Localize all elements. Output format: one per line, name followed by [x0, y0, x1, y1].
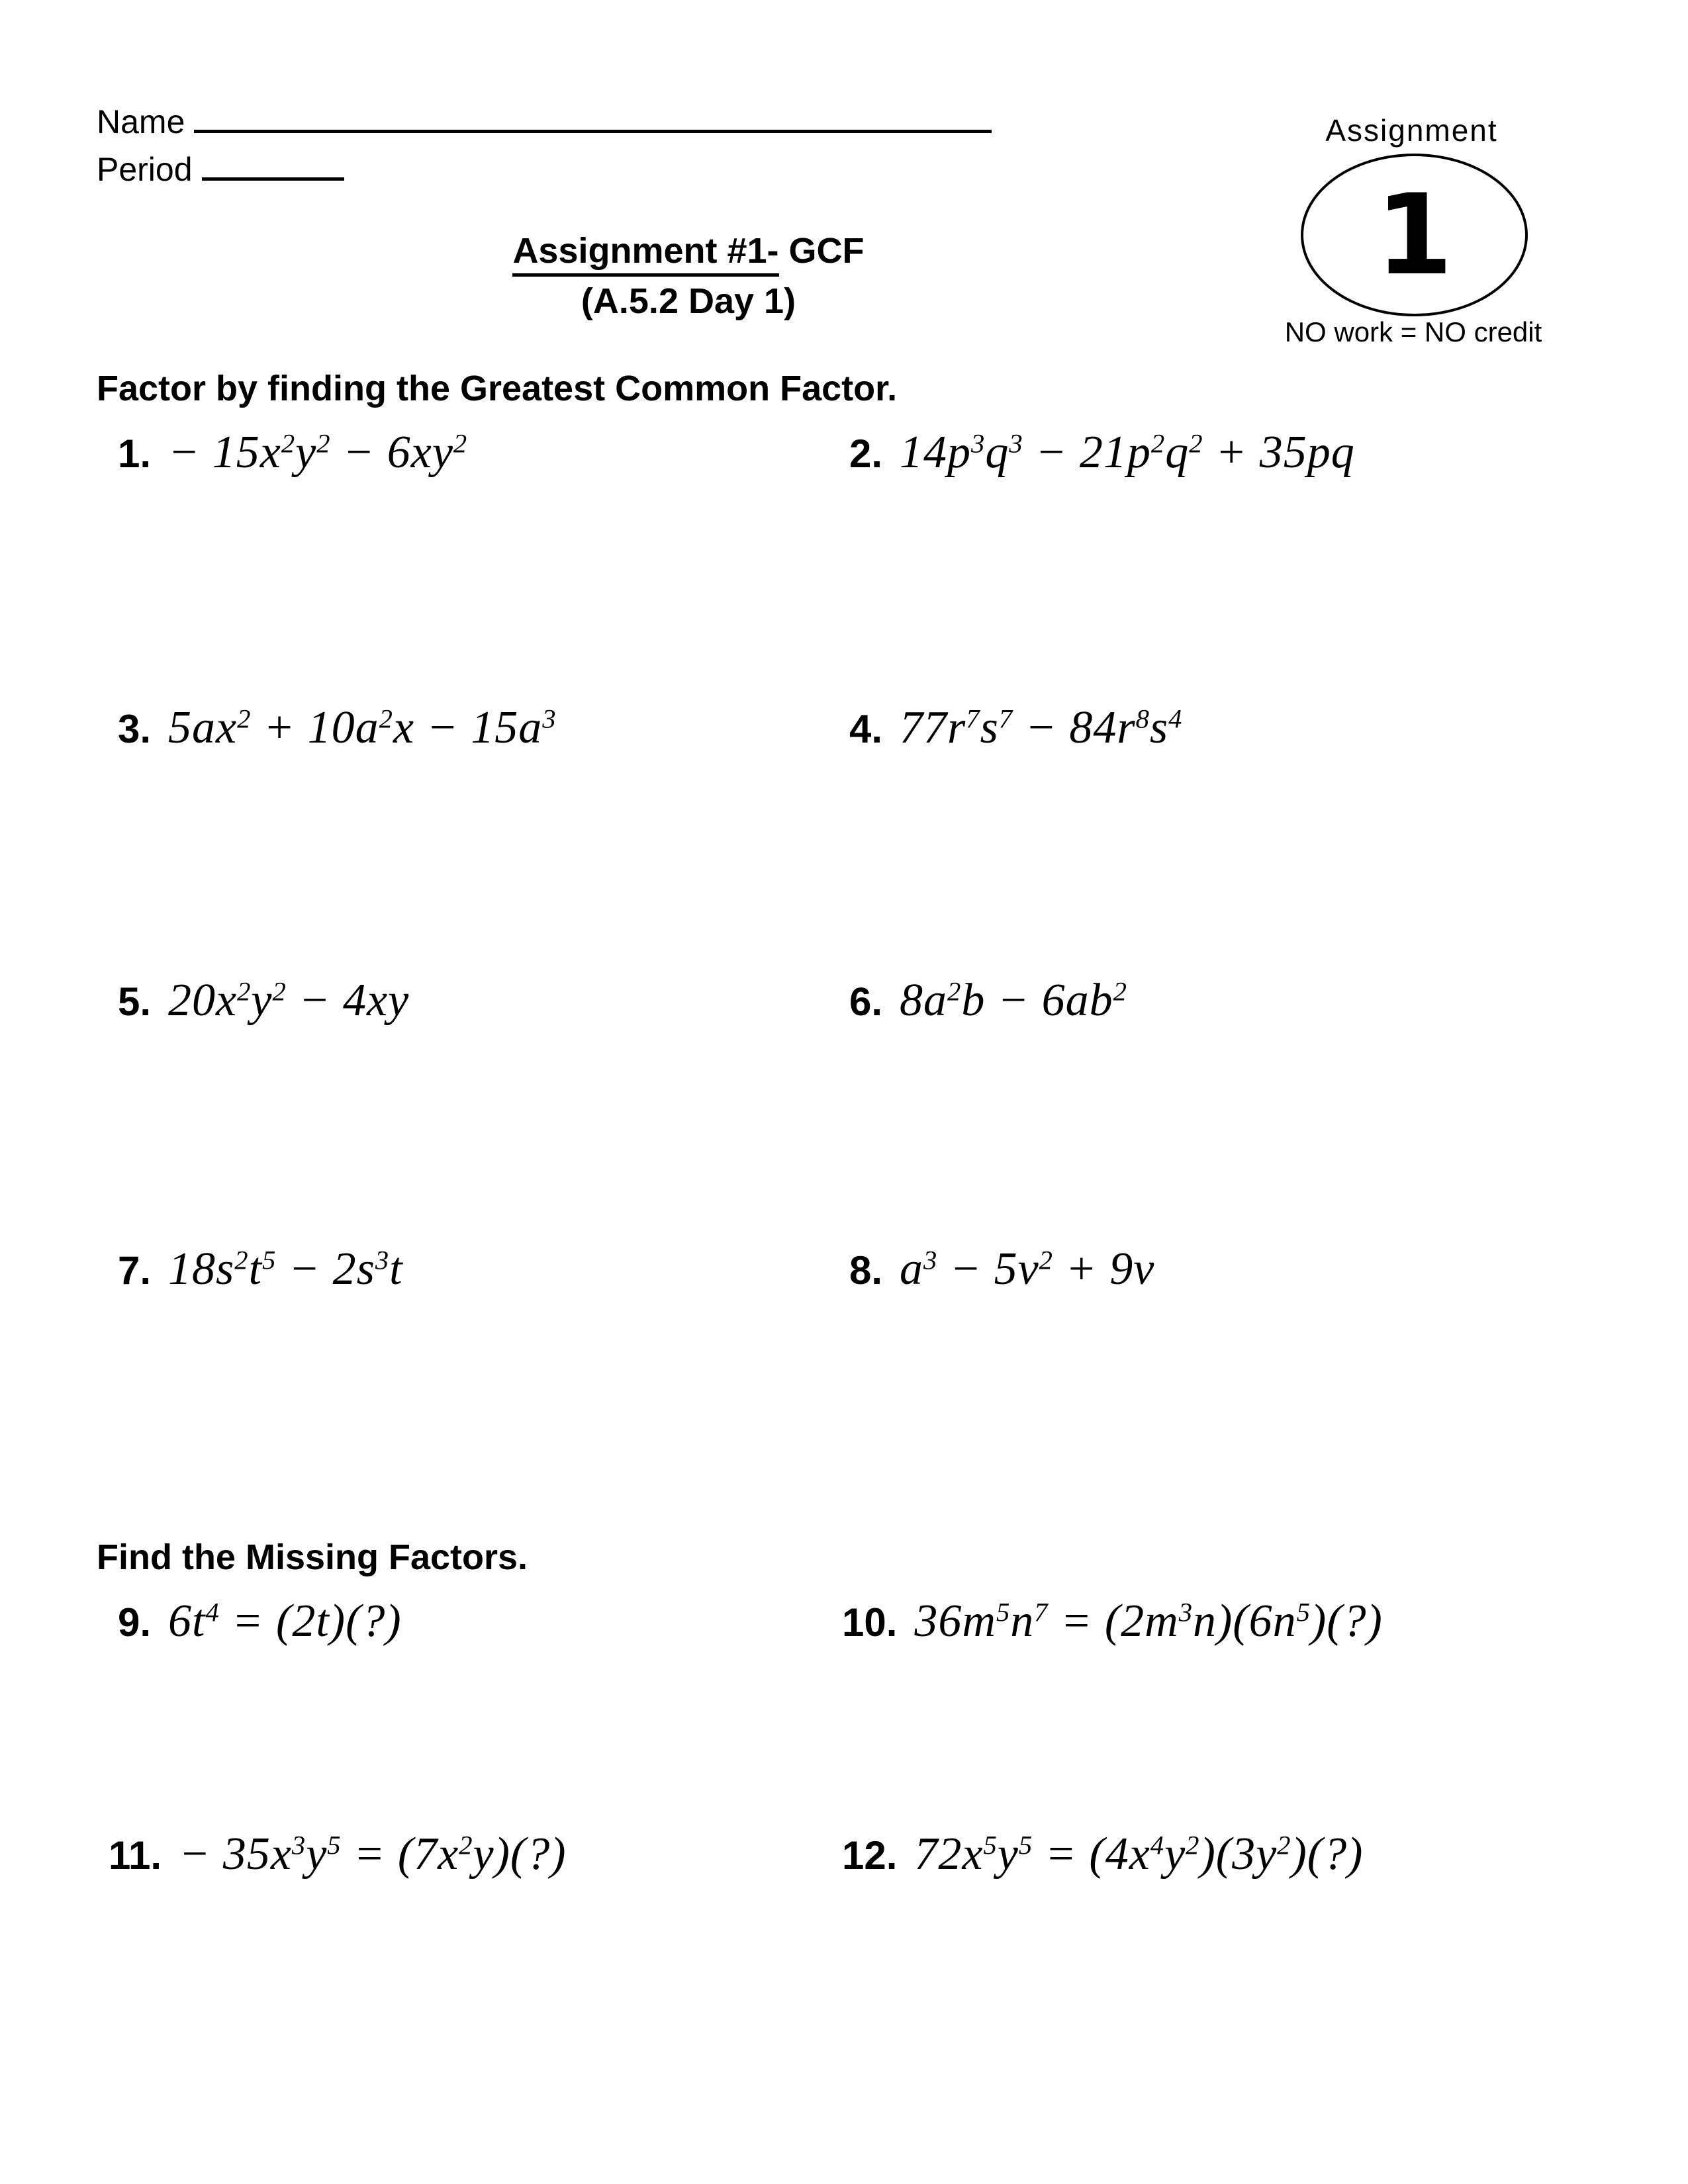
problem-10-number: 10.: [842, 1600, 898, 1645]
period-row: [97, 146, 344, 189]
problem-7-number: 7.: [118, 1248, 152, 1293]
problem-8-expression: $a^3 - 5v^2 + 9v$: [900, 1244, 1155, 1295]
problem-11-number: 11.: [109, 1833, 162, 1878]
problem-2-expression: $14p^3q^3 - 21p^2q^2 + 35pq$: [900, 427, 1355, 478]
problem-6-number: 6.: [849, 979, 883, 1024]
problem-2-number: 2.: [849, 432, 883, 476]
assignment-badge-note: NO work = NO credit: [1284, 316, 1542, 347]
section-1-heading: Factor by finding the Greatest Common Factor.: [97, 369, 898, 408]
title-rest-part: GCF: [778, 231, 865, 271]
problem-7-expression: $18s^2t^5 - 2s^3t$: [168, 1244, 403, 1295]
worksheet-title: [0, 233, 1377, 319]
problem-10-expression: $36m^5n^7$ = $(2m^3n)(6n^5)(?)$: [914, 1596, 1383, 1647]
problem-2: [849, 426, 1355, 479]
problem-1-number: 1.: [118, 432, 152, 476]
problem-12-number: 12.: [842, 1833, 898, 1878]
section-2-heading: Find the Missing Factors.: [97, 1537, 528, 1577]
problem-10: [842, 1595, 1383, 1648]
period-blank-line: [202, 146, 344, 181]
problem-4: [849, 702, 1182, 754]
name-row: [97, 98, 992, 141]
problem-9: [118, 1595, 402, 1648]
title-underlined-part: Assignment #1-: [512, 231, 778, 277]
problem-6-expression: $8a^2b - 6ab^2$: [900, 975, 1127, 1026]
problem-4-expression: $77r^7s^7 - 84r^8s^4$: [900, 702, 1183, 753]
assignment-badge-number: 1: [1376, 170, 1453, 300]
title-line-1: [0, 233, 1377, 269]
problem-12-expression: $72x^5y^5$ = $(4x^4y^2)(3y^2)(?)$: [914, 1829, 1364, 1880]
problem-9-expression: $6t^4$ = (2t)(?): [168, 1596, 402, 1647]
problem-5: [118, 974, 409, 1027]
problem-11-expression: − $35x^3y^5$ = $(7x^2y)(?)$: [179, 1829, 567, 1880]
problem-5-expression: $20x^2y^2 - 4xy$: [168, 975, 410, 1026]
problem-12: [842, 1828, 1363, 1881]
problem-5-number: 5.: [118, 979, 152, 1024]
problem-6: [849, 974, 1127, 1027]
name-blank-line: [194, 98, 992, 133]
problem-8-number: 8.: [849, 1248, 883, 1293]
name-label: Name: [97, 103, 185, 140]
period-label: Period: [97, 151, 193, 188]
problem-11: [109, 1828, 567, 1881]
problem-9-number: 9.: [118, 1600, 152, 1645]
problem-3-expression: $5ax^2 + 10a^2x - 15a^3$: [168, 702, 557, 753]
problem-8: [849, 1243, 1154, 1296]
problem-1: [118, 426, 467, 479]
problem-1-expression: − $15x^2y^2 - 6xy^2$: [168, 427, 468, 478]
problem-3-number: 3.: [118, 707, 152, 751]
problem-4-number: 4.: [849, 707, 883, 751]
problem-3: [118, 702, 557, 754]
title-line-2: (A.5.2 Day 1): [581, 281, 796, 321]
assignment-badge-title: Assignment: [1325, 113, 1498, 148]
problem-7: [118, 1243, 403, 1296]
